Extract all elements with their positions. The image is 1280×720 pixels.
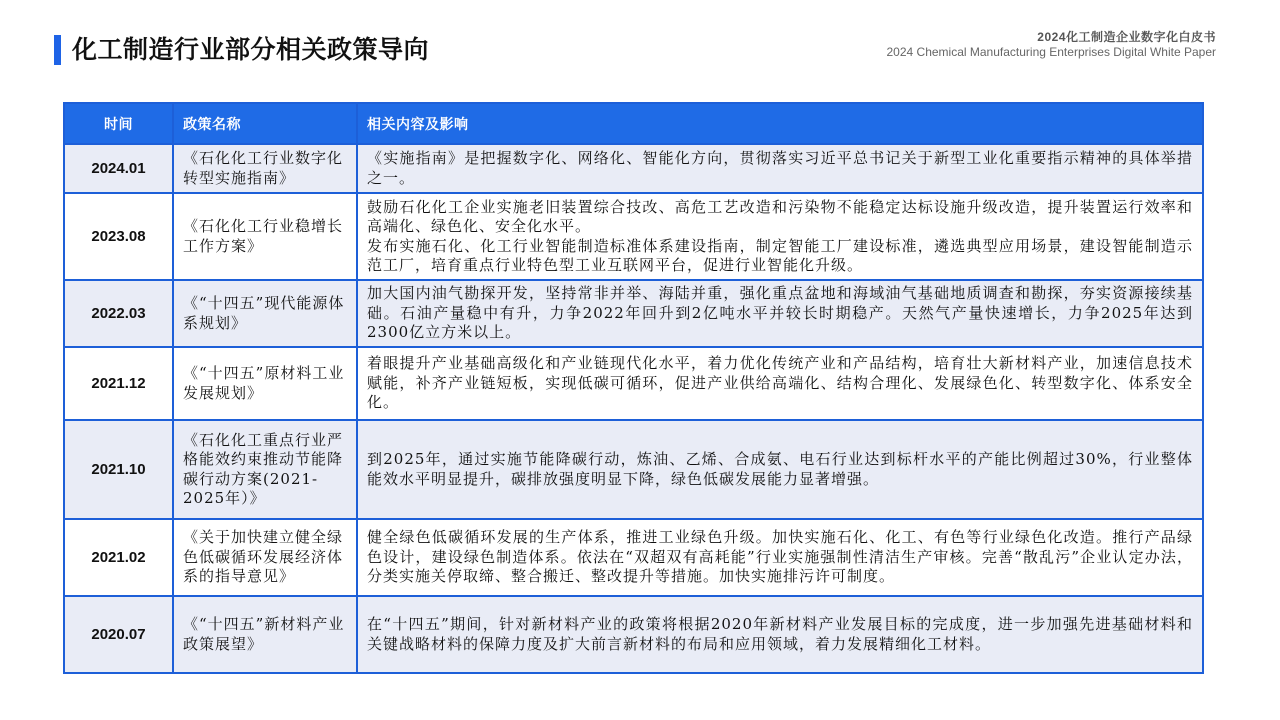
content-cell [357, 144, 1203, 193]
date-cell: 2021.12 [64, 347, 173, 420]
content-paragraph: 《实施指南》是把握数字化、网络化、智能化方向，贯彻落实习近平总书记关于新型工业化重要指示精神的具体举措之一。 [367, 149, 1193, 187]
policy-name-cell: 《“十四五”现代能源体系规划》 [173, 280, 357, 347]
content-paragraph: 鼓励石化化工企业实施老旧装置综合技改、高危工艺改造和污染物不能稳定达标设施升级改造，提升装置运行效率和高端化、绿色化、安全化水平。 [367, 197, 1193, 235]
content-cell [357, 347, 1203, 420]
table-row [64, 144, 1203, 193]
policy-name-cell: 《石化化工行业稳增长工作方案》 [173, 193, 357, 280]
content-paragraph: 健全绿色低碳循环发展的生产体系，推进工业绿色升级。加快实施石化、化工、有色等行业绿色化改造。推行产品绿色设计，建设绿色制造体系。依法在“双超双有高耗能”行业实施强制性清洁生产审核。完善“散乱污”企业认定办法，分类实施关停取缔、整合搬迁、整改提升等措施。加快实施排污许可制度。 [367, 528, 1193, 586]
date-cell: 2024.01 [64, 144, 173, 193]
content-paragraph: 发布实施石化、化工行业智能制造标准体系建设指南，制定智能工厂建设标准，遴选典型应用场景，建设智能制造示范工厂，培育重点行业特色型工业互联网平台，促进行业智能化升级。 [367, 236, 1193, 274]
title-accent-bar [54, 35, 61, 65]
policy-name-cell: 《“十四五”原材料工业发展规划》 [173, 347, 357, 420]
content-cell [357, 596, 1203, 673]
report-title-cn: 2024化工制造企业数字化白皮书 [1037, 30, 1216, 44]
column-header-content: 相关内容及影响 [357, 103, 1203, 144]
page-title: 化工制造行业部分相关政策导向 [72, 36, 430, 64]
policy-name-cell: 《石化化工重点行业严格能效约束推动节能降碳行动方案(2021-2025年）》 [173, 420, 357, 519]
date-cell: 2021.10 [64, 420, 173, 519]
content-paragraph: 在“十四五”期间，针对新材料产业的政策将根据2020年新材料产业发展目标的完成度，进一步加强先进基础材料和关键战略材料的保障力度及扩大前言新材料的布局和应用领域，着力发展精细化工材料。 [367, 615, 1193, 653]
policy-table [63, 102, 1204, 674]
report-branding [887, 30, 1217, 60]
content-paragraph: 加大国内油气勘探开发，坚持常非并举、海陆并重，强化重点盆地和海域油气基础地质调查和勘探，夯实资源接续基础。石油产量稳中有升，力争2022年回升到2亿吨水平并较长时期稳产。天然气产量快速增长，力争2025年达到2300亿立方米以上。 [367, 284, 1193, 342]
report-title-en: 2024 Chemical Manufacturing Enterprises Digital White Paper [886, 45, 1216, 59]
content-cell [357, 280, 1203, 347]
table-row [64, 193, 1203, 280]
table-row [64, 347, 1203, 420]
table-row [64, 596, 1203, 673]
date-cell: 2020.07 [64, 596, 173, 673]
content-cell [357, 420, 1203, 519]
policy-name-cell: 《关于加快建立健全绿色低碳循环发展经济体系的指导意见》 [173, 519, 357, 596]
policy-name-cell: 《“十四五”新材料产业政策展望》 [173, 596, 357, 673]
content-paragraph: 着眼提升产业基础高级化和产业链现代化水平，着力优化传统产业和产品结构，培育壮大新材料产业，加速信息技术赋能，补齐产业链短板，实现低碳可循环，促进产业供给高端化、结构合理化、发展绿色化、转型数字化、体系安全化。 [367, 354, 1193, 412]
content-cell [357, 519, 1203, 596]
table-row [64, 420, 1203, 519]
table-row [64, 519, 1203, 596]
date-cell: 2021.02 [64, 519, 173, 596]
table-header-row [64, 103, 1203, 144]
table-row [64, 280, 1203, 347]
date-cell: 2022.03 [64, 280, 173, 347]
date-cell: 2023.08 [64, 193, 173, 280]
content-cell [357, 193, 1203, 280]
column-header-policy: 政策名称 [173, 103, 357, 144]
column-header-date: 时间 [64, 103, 173, 144]
policy-name-cell: 《石化化工行业数字化转型实施指南》 [173, 144, 357, 193]
content-paragraph: 到2025年，通过实施节能降碳行动，炼油、乙烯、合成氨、电石行业达到标杆水平的产能比例超过30%，行业整体能效水平明显提升，碳排放强度明显下降，绿色低碳发展能力显著增强。 [367, 450, 1193, 488]
